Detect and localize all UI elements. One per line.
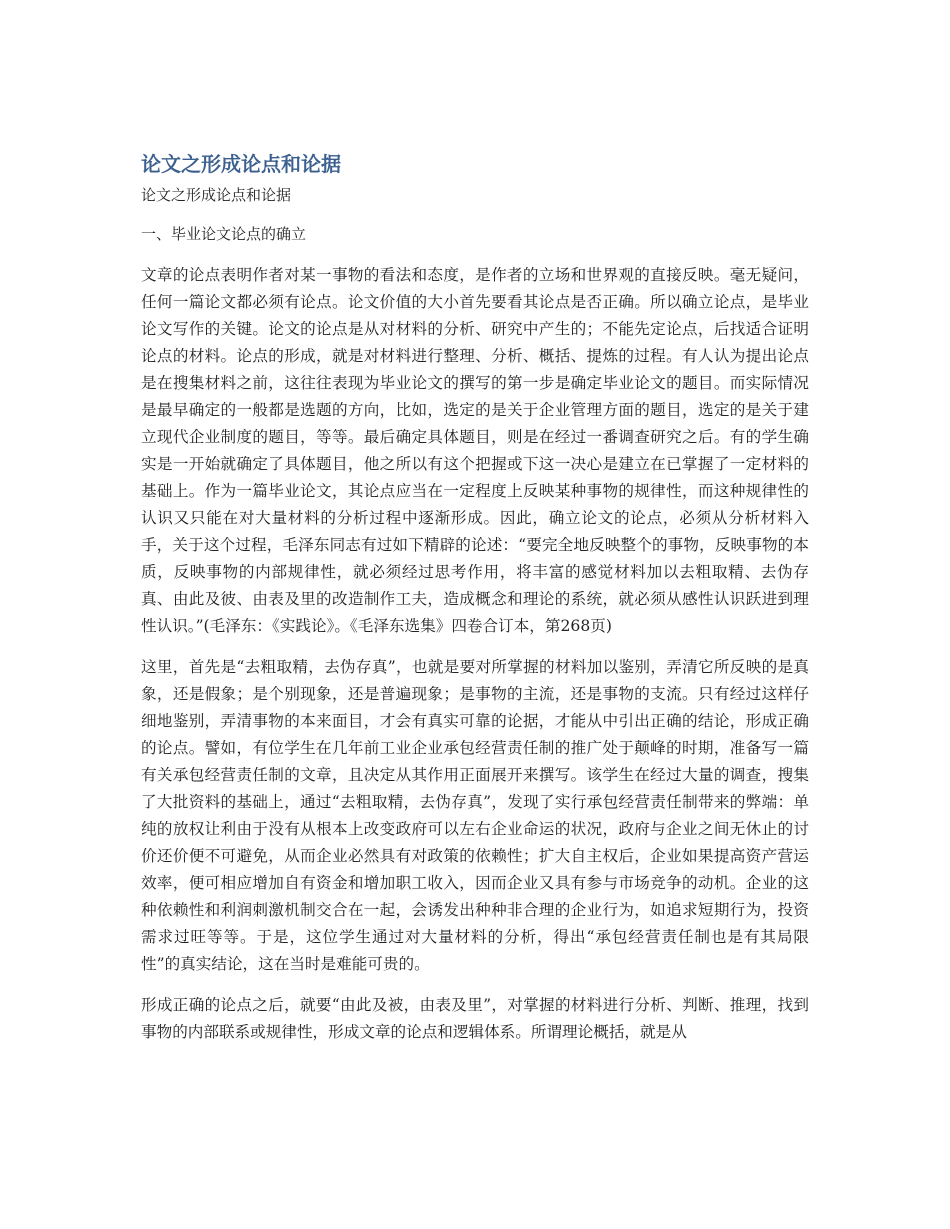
body-paragraph-3: 形成正确的论点之后，就要“由此及被，由表及里”，对掌握的材料进行分析、判断、推理，找到事物的内部联系或规律性，形成文章的论点和逻辑体系。所谓理论概括，就是从 xyxy=(141,996,809,1041)
document-page xyxy=(141,150,809,1046)
document-title: 论文之形成论点和论据 xyxy=(141,152,341,176)
section-heading: 一、毕业论文论点的确立 xyxy=(141,225,307,243)
body-paragraph-1: 文章的论点表明作者对某一事物的看法和态度，是作者的立场和世界观的直接反映。毫无疑问，任何一篇论文都必须有论点。论文价值的大小首先要看其论点是否正确。所以确立论点，是毕业论文写作的关键。论文的论点是从对材料的分析、研究中产生的；不能先定论点，后找适合证明论点的材料。论点的形成，就是对材料进行整理、分析、概括、提炼的过程。有人认为提出论点是在搜集材料之前，这往往表现为毕业论文的撰写的第一步是确定毕业论文的题目。而实际情况是最早确定的一般都是选题的方向，比如，选定的是关于企业管理方面的题目，选定的是关于建立现代企业制度的题目，等等。最后确定具体题目，则是在经过一番调查研究之后。有的学生确实是一开始就确定了具体题目，他之所以有这个把握或下这一决心是建立在已掌握了一定材料的基础上。作为一篇毕业论文，其论点应当在一定程度上反映某种事物的规律性，而这种规律性的认识又只能在对大量材料的分析过程中逐渐形成。因此，确立论文的论点，必须从分析材料入手，关于这个过程，毛泽东同志有过如下精辟的论述：“要完全地反映整个的事物，反映事物的本质，反映事物的内部规律性，就必须经过思考作用，将丰富的感觉材料加以去粗取精、去伪存真、由此及彼、由表及里的改造制作工夫，造成概念和理论的系统，就必须从感性认识跃进到理性认识。”(毛泽东：《实践论》。《毛泽东选集》四卷合订本，第268页) xyxy=(141,266,809,635)
body-paragraph-2: 这里，首先是“去粗取精，去伪存真”，也就是要对所掌握的材料加以鉴别，弄清它所反映的是真象，还是假象；是个别现象，还是普遍现象；是事物的主流，还是事物的支流。只有经过这样仔细地鉴别，弄清事物的本来面目，才会有真实可靠的论据，才能从中引出正确的结论，形成正确的论点。譬如，有位学生在几年前工业企业承包经营责任制的推广处于颠峰的时期，准备写一篇有关承包经营责任制的文章，且决定从其作用正面展开来撰写。该学生在经过大量的调查，搜集了大批资料的基础上，通过“去粗取精，去伪存真”，发现了实行承包经营责任制带来的弊端：单纯的放权让利由于没有从根本上改变政府可以左右企业命运的状况，政府与企业之间无休止的讨价还价便不可避免，从而企业必然具有对政策的依赖性；扩大自主权后，企业如果提高资产营运效率，便可相应增加自有资金和增加职工收入，因而企业又具有参与市场竞争的动机。企业的这种依赖性和利润刺激机制交合在一起，会诱发出种种非合理的企业行为，如追求短期行为，投资需求过旺等等。于是，这位学生通过对大量材料的分析，得出“承包经营责任制也是有其局限性”的真实结论，这在当时是难能可贵的。 xyxy=(141,658,809,973)
document-subtitle: 论文之形成论点和论据 xyxy=(141,186,292,204)
